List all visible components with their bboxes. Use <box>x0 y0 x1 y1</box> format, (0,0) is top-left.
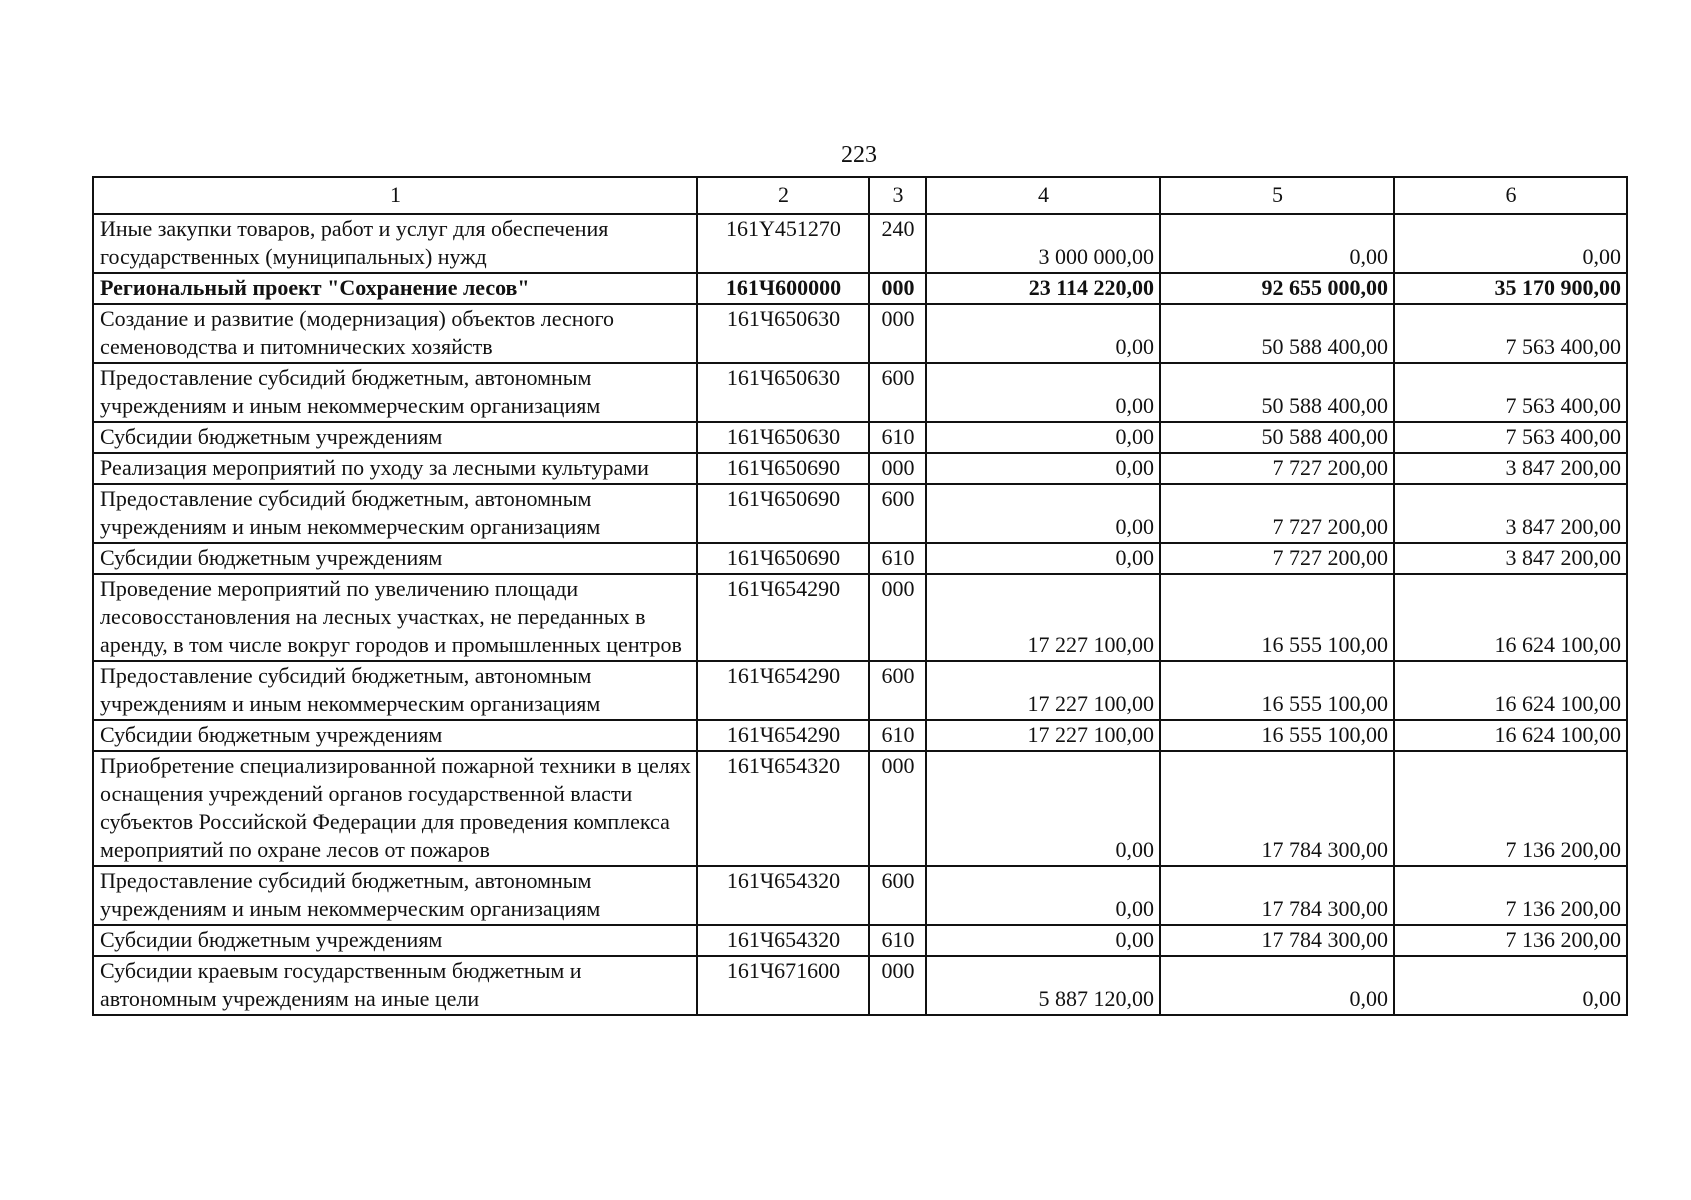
row-name: Проведение мероприятий по увеличению площади лесовосстановления на лесных участках, не переданных в аренду, в том числе вокруг городов и промышленных центров <box>93 574 697 661</box>
row-amount-col5: 7 727 200,00 <box>1160 543 1394 574</box>
row-amount-col4: 0,00 <box>926 363 1160 422</box>
table-row <box>93 214 1627 273</box>
table-row <box>93 925 1627 956</box>
row-name: Предоставление субсидий бюджетным, автономным учреждениям и иным некоммерческим организациям <box>93 484 697 543</box>
table-row <box>93 273 1627 304</box>
row-expense-type: 600 <box>869 484 926 543</box>
row-amount-col5: 0,00 <box>1160 214 1394 273</box>
row-amount-col4: 17 227 100,00 <box>926 720 1160 751</box>
row-expense-type: 600 <box>869 661 926 720</box>
row-amount-col6: 7 136 200,00 <box>1394 866 1627 925</box>
row-amount-col4: 23 114 220,00 <box>926 273 1160 304</box>
row-amount-col6: 35 170 900,00 <box>1394 273 1627 304</box>
column-header-6: 6 <box>1394 177 1627 214</box>
row-amount-col5: 16 555 100,00 <box>1160 661 1394 720</box>
row-target-code: 161Ч650630 <box>697 363 869 422</box>
column-header-5: 5 <box>1160 177 1394 214</box>
row-target-code: 161Ч654320 <box>697 751 869 866</box>
row-amount-col5: 50 588 400,00 <box>1160 422 1394 453</box>
row-amount-col5: 17 784 300,00 <box>1160 866 1394 925</box>
row-expense-type: 000 <box>869 574 926 661</box>
row-amount-col6: 3 847 200,00 <box>1394 453 1627 484</box>
row-amount-col6: 7 136 200,00 <box>1394 925 1627 956</box>
row-name: Субсидии бюджетным учреждениям <box>93 720 697 751</box>
row-name: Субсидии бюджетным учреждениям <box>93 422 697 453</box>
row-amount-col6: 3 847 200,00 <box>1394 484 1627 543</box>
row-name: Предоставление субсидий бюджетным, автономным учреждениям и иным некоммерческим организациям <box>93 866 697 925</box>
row-target-code: 161Y451270 <box>697 214 869 273</box>
row-name: Приобретение специализированной пожарной техники в целях оснащения учреждений органов государственной власти субъектов Российской Федерации для проведения комплекса мероприятий по охране лесов от пожаров <box>93 751 697 866</box>
row-amount-col4: 0,00 <box>926 543 1160 574</box>
row-amount-col6: 7 563 400,00 <box>1394 363 1627 422</box>
row-name: Субсидии бюджетным учреждениям <box>93 543 697 574</box>
table-row <box>93 574 1627 661</box>
table-row <box>93 956 1627 1015</box>
row-target-code: 161Ч654320 <box>697 925 869 956</box>
row-amount-col4: 5 887 120,00 <box>926 956 1160 1015</box>
row-expense-type: 610 <box>869 925 926 956</box>
row-amount-col4: 0,00 <box>926 866 1160 925</box>
row-amount-col5: 16 555 100,00 <box>1160 720 1394 751</box>
row-amount-col4: 0,00 <box>926 422 1160 453</box>
row-amount-col4: 0,00 <box>926 925 1160 956</box>
row-target-code: 161Ч650690 <box>697 453 869 484</box>
row-amount-col5: 7 727 200,00 <box>1160 484 1394 543</box>
budget-table <box>92 176 1628 1016</box>
column-header-2: 2 <box>697 177 869 214</box>
row-amount-col5: 50 588 400,00 <box>1160 363 1394 422</box>
table-row <box>93 751 1627 866</box>
column-number-row <box>93 177 1627 214</box>
row-expense-type: 610 <box>869 422 926 453</box>
row-name: Создание и развитие (модернизация) объектов лесного семеноводства и питомнических хозяйств <box>93 304 697 363</box>
row-expense-type: 000 <box>869 751 926 866</box>
row-amount-col5: 50 588 400,00 <box>1160 304 1394 363</box>
row-expense-type: 000 <box>869 956 926 1015</box>
row-target-code: 161Ч654290 <box>697 720 869 751</box>
row-target-code: 161Ч654290 <box>697 574 869 661</box>
row-expense-type: 610 <box>869 543 926 574</box>
row-amount-col4: 0,00 <box>926 751 1160 866</box>
row-expense-type: 600 <box>869 866 926 925</box>
row-expense-type: 000 <box>869 273 926 304</box>
row-name: Региональный проект "Сохранение лесов" <box>93 273 697 304</box>
column-header-3: 3 <box>869 177 926 214</box>
row-expense-type: 000 <box>869 453 926 484</box>
row-amount-col4: 0,00 <box>926 304 1160 363</box>
table-row <box>93 363 1627 422</box>
row-target-code: 161Ч600000 <box>697 273 869 304</box>
row-target-code: 161Ч650690 <box>697 484 869 543</box>
row-name: Субсидии краевым государственным бюджетным и автономным учреждениям на иные цели <box>93 956 697 1015</box>
table-row <box>93 422 1627 453</box>
row-amount-col5: 0,00 <box>1160 956 1394 1015</box>
row-expense-type: 000 <box>869 304 926 363</box>
row-amount-col4: 0,00 <box>926 484 1160 543</box>
table-body <box>93 177 1627 1015</box>
table-row <box>93 453 1627 484</box>
row-amount-col5: 17 784 300,00 <box>1160 925 1394 956</box>
row-amount-col6: 7 563 400,00 <box>1394 304 1627 363</box>
row-amount-col4: 3 000 000,00 <box>926 214 1160 273</box>
table-row <box>93 720 1627 751</box>
row-expense-type: 240 <box>869 214 926 273</box>
row-target-code: 161Ч650630 <box>697 422 869 453</box>
row-amount-col4: 17 227 100,00 <box>926 574 1160 661</box>
row-amount-col6: 16 624 100,00 <box>1394 574 1627 661</box>
page-number: 223 <box>841 142 877 168</box>
row-target-code: 161Ч650630 <box>697 304 869 363</box>
column-header-1: 1 <box>93 177 697 214</box>
row-name: Реализация мероприятий по уходу за лесными культурами <box>93 453 697 484</box>
row-amount-col6: 16 624 100,00 <box>1394 720 1627 751</box>
column-header-4: 4 <box>926 177 1160 214</box>
row-amount-col6: 0,00 <box>1394 214 1627 273</box>
row-amount-col5: 92 655 000,00 <box>1160 273 1394 304</box>
row-name: Предоставление субсидий бюджетным, автономным учреждениям и иным некоммерческим организациям <box>93 363 697 422</box>
row-amount-col5: 7 727 200,00 <box>1160 453 1394 484</box>
row-name: Субсидии бюджетным учреждениям <box>93 925 697 956</box>
row-amount-col6: 3 847 200,00 <box>1394 543 1627 574</box>
row-expense-type: 600 <box>869 363 926 422</box>
row-target-code: 161Ч650690 <box>697 543 869 574</box>
row-amount-col4: 0,00 <box>926 453 1160 484</box>
row-amount-col5: 17 784 300,00 <box>1160 751 1394 866</box>
row-name: Иные закупки товаров, работ и услуг для обеспечения государственных (муниципальных) нужд <box>93 214 697 273</box>
table-row <box>93 484 1627 543</box>
row-target-code: 161Ч654290 <box>697 661 869 720</box>
table-row <box>93 661 1627 720</box>
table-row <box>93 866 1627 925</box>
row-target-code: 161Ч671600 <box>697 956 869 1015</box>
row-name: Предоставление субсидий бюджетным, автономным учреждениям и иным некоммерческим организациям <box>93 661 697 720</box>
row-amount-col6: 7 563 400,00 <box>1394 422 1627 453</box>
row-target-code: 161Ч654320 <box>697 866 869 925</box>
row-amount-col6: 7 136 200,00 <box>1394 751 1627 866</box>
table-row <box>93 304 1627 363</box>
table-row <box>93 543 1627 574</box>
row-amount-col6: 16 624 100,00 <box>1394 661 1627 720</box>
row-amount-col6: 0,00 <box>1394 956 1627 1015</box>
row-expense-type: 610 <box>869 720 926 751</box>
row-amount-col5: 16 555 100,00 <box>1160 574 1394 661</box>
row-amount-col4: 17 227 100,00 <box>926 661 1160 720</box>
